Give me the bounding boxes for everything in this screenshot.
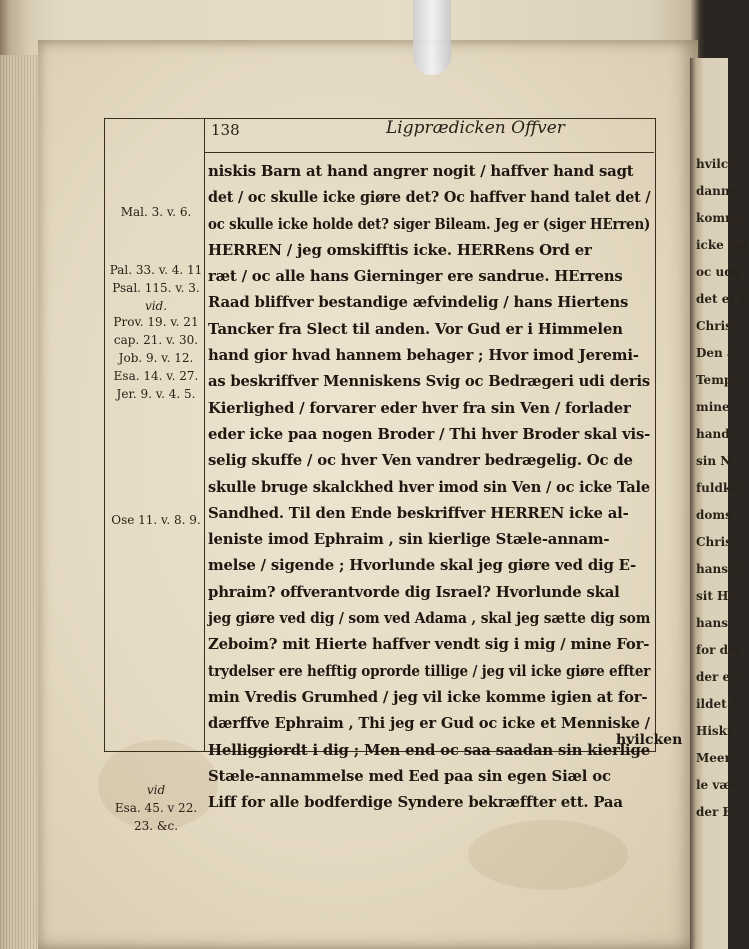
- margin-note: Psal. 115. v. 3.: [112, 281, 200, 295]
- facing-page-text: hvilck: [696, 157, 737, 171]
- facing-page-text: danne: [696, 184, 738, 198]
- text-line: Tancker fra Slect til anden. Vor Gud er i Himmelen: [208, 319, 623, 338]
- facing-page-text: sin N: [696, 454, 732, 468]
- facing-page-text: Christ: [696, 319, 738, 333]
- paper-stain: [468, 820, 628, 890]
- margin-note: 23. &c.: [133, 819, 179, 833]
- text-line: niskis Barn at hand angrer nogit / haffver hand sagt: [208, 162, 634, 180]
- catchword: hvilcken: [616, 732, 683, 748]
- facing-page-text: mine: [696, 400, 730, 414]
- facing-page-text: der E: [696, 805, 732, 819]
- margin-note: vid: [146, 783, 166, 797]
- margin-note: vid.: [144, 299, 168, 313]
- text-line: Raad bliffver bestandige æfvindelig / hans Hiertens: [208, 293, 629, 312]
- text-line: selig skuffe / oc hver Ven vandrer bedrægelig. Oc de: [208, 451, 633, 470]
- text-line: trydelser ere hefftig oprorde tillige / jeg vil icke giøre effter: [208, 661, 651, 680]
- facing-page-text: ildet f: [696, 697, 737, 711]
- text-line: HERREN / jeg omskifftis icke. HERRens Ord er: [208, 240, 592, 259]
- margin-note: Jer. 9. v. 4. 5.: [116, 387, 196, 401]
- facing-page-text: fuldko: [696, 481, 740, 495]
- facing-page-text: Meer: [696, 751, 731, 765]
- bookmark-ribbon: [413, 0, 451, 75]
- facing-page-text: le vær: [696, 778, 738, 792]
- margin-divider: [204, 118, 205, 752]
- text-line: eder icke paa nogen Broder / Thi hver Broder skal vis-: [208, 424, 651, 443]
- text-line: phraim? offverantvorde dig Israel? Hvorlunde skal: [208, 582, 620, 601]
- facing-page-text: hand: [696, 427, 730, 441]
- facing-page-text: doms: [696, 508, 732, 522]
- facing-page-text: icke lad: [696, 238, 749, 252]
- facing-page-text: sit Ho: [696, 589, 737, 603]
- text-line: jeg giøre ved dig / som ved Adama , skal jeg sætte dig som: [208, 609, 651, 628]
- margin-note: Esa. 45. v 22.: [114, 801, 198, 815]
- facing-page-text: der ere: [696, 670, 745, 684]
- running-head-title: Ligprædicken Offver: [386, 118, 565, 138]
- margin-note: cap. 21. v. 30.: [113, 333, 199, 347]
- text-line: Kierlighed / forvarer eder hver fra sin Ven / forlader: [208, 398, 631, 417]
- facing-page-text: hans: [696, 616, 728, 630]
- facing-page-text: oc udg: [696, 265, 741, 279]
- page-edges: [0, 55, 42, 949]
- margin-note: Esa. 14. v. 27.: [113, 369, 199, 383]
- text-line: as beskriffver Menniskens Svig oc Bedrægeri udi deris: [208, 372, 650, 391]
- text-line: hand gior hvad hannem behager ; Hvor imod Jeremi-: [208, 346, 639, 365]
- page-number: 138: [211, 121, 240, 139]
- text-line: Helliggiordt i dig ; Men end oc saa saadan sin kierlige: [208, 740, 650, 759]
- facing-page-text: Chris: [696, 535, 732, 549]
- margin-note: Pal. 33. v. 4. 11: [109, 263, 203, 277]
- facing-page: [690, 58, 749, 949]
- text-line: skulle bruge skalckhed hver imod sin Ven / oc icke Tale: [208, 477, 650, 496]
- text-line: Sandhed. Til den Ende beskriffver HERREN icke al-: [208, 503, 629, 522]
- text-line: melse / sigende ; Hvorlunde skal jeg giøre ved dig E-: [208, 556, 637, 575]
- text-line: leniste imod Ephraim , sin kierlige Stæle-annam-: [208, 530, 610, 549]
- text-line: det / oc skulle icke giøre det? Oc haffver hand talet det /: [208, 188, 651, 207]
- text-line: oc skulle icke holde det? siger Bileam. Jeg er (siger HErren): [208, 214, 651, 233]
- facing-page-text: Tempe: [696, 373, 740, 387]
- text-line: ræt / oc alle hans Gierninger ere sandrue. HErrens: [208, 267, 623, 286]
- facing-page-text: Hiski: [696, 724, 732, 738]
- facing-page-text: for der: [696, 643, 743, 657]
- text-line: Stæle-annammelse med Eed paa sin egen Siæl oc: [208, 766, 611, 785]
- text-line: min Vredis Grumhed / jeg vil icke komme igien at for-: [208, 687, 648, 706]
- text-line: dærffve Ephraim , Thi jeg er Gud oc icke et Menniske /: [208, 714, 650, 733]
- facing-page-text: det er C: [696, 292, 749, 306]
- margin-note: Job. 9. v. 12.: [118, 351, 194, 365]
- margin-note: Prov. 19. v. 21: [113, 315, 199, 329]
- text-line: Liff for alle bodferdige Syndere bekræffter ett. Paa: [208, 793, 623, 812]
- facing-page-text: hans S: [696, 562, 741, 576]
- text-line: Zeboim? mit Hierte haffver vendt sig i mig / mine For-: [208, 635, 650, 654]
- facing-page-text: komme: [696, 211, 746, 225]
- facing-page-text: Den a: [696, 346, 735, 360]
- body-text: [208, 158, 654, 815]
- margin-note: Ose 11. v. 8. 9.: [111, 513, 201, 527]
- margin-note: Mal. 3. v. 6.: [120, 205, 192, 219]
